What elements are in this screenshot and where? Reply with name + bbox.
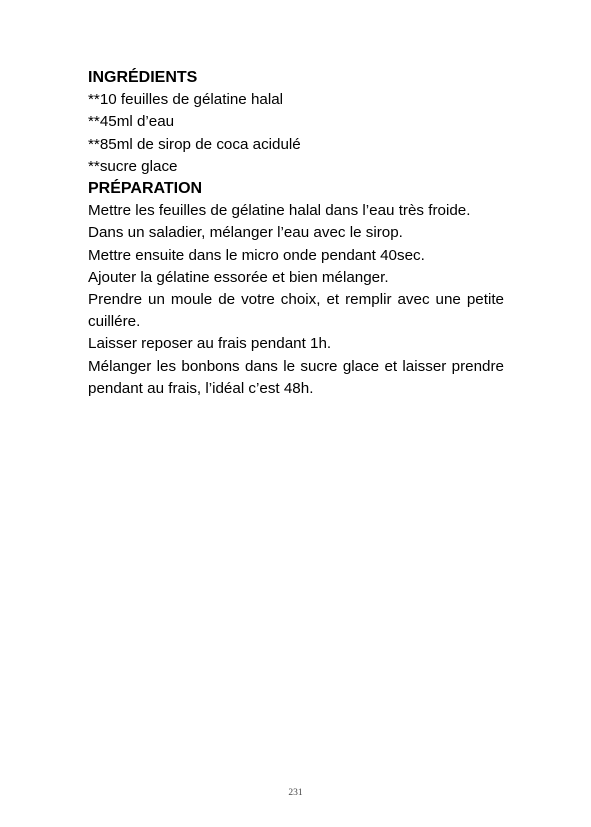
preparation-step: Prendre un moule de votre choix, et remplir avec une petite cuillére. bbox=[88, 291, 504, 331]
preparation-step: Laisser reposer au frais pendant 1h. bbox=[88, 335, 332, 353]
recipe-content bbox=[88, 67, 504, 400]
preparation-heading: PRÉPARATION bbox=[88, 180, 203, 198]
preparation-step: Ajouter la gélatine essorée et bien mélanger. bbox=[88, 268, 389, 286]
preparation-step: Mettre les feuilles de gélatine halal dans l’eau très froide. bbox=[88, 202, 471, 220]
preparation-step: Mettre ensuite dans le micro onde pendant 40sec. bbox=[88, 246, 425, 264]
ingredient-item: **10 feuilles de gélatine halal bbox=[88, 91, 284, 109]
preparation-step: Mélanger les bonbons dans le sucre glace et laisser prendre pendant au frais, l’idéal c’est 48h. bbox=[88, 357, 504, 397]
page-number: 231 bbox=[288, 788, 303, 798]
ingredients-heading: INGRÉDIENTS bbox=[88, 69, 198, 86]
ingredient-item: **sucre glace bbox=[88, 157, 178, 175]
ingredient-item: **85ml de sirop de coca acidulé bbox=[88, 135, 301, 153]
ingredient-item: **45ml d’eau bbox=[88, 113, 175, 131]
preparation-step: Dans un saladier, mélanger l’eau avec le sirop. bbox=[88, 224, 403, 242]
